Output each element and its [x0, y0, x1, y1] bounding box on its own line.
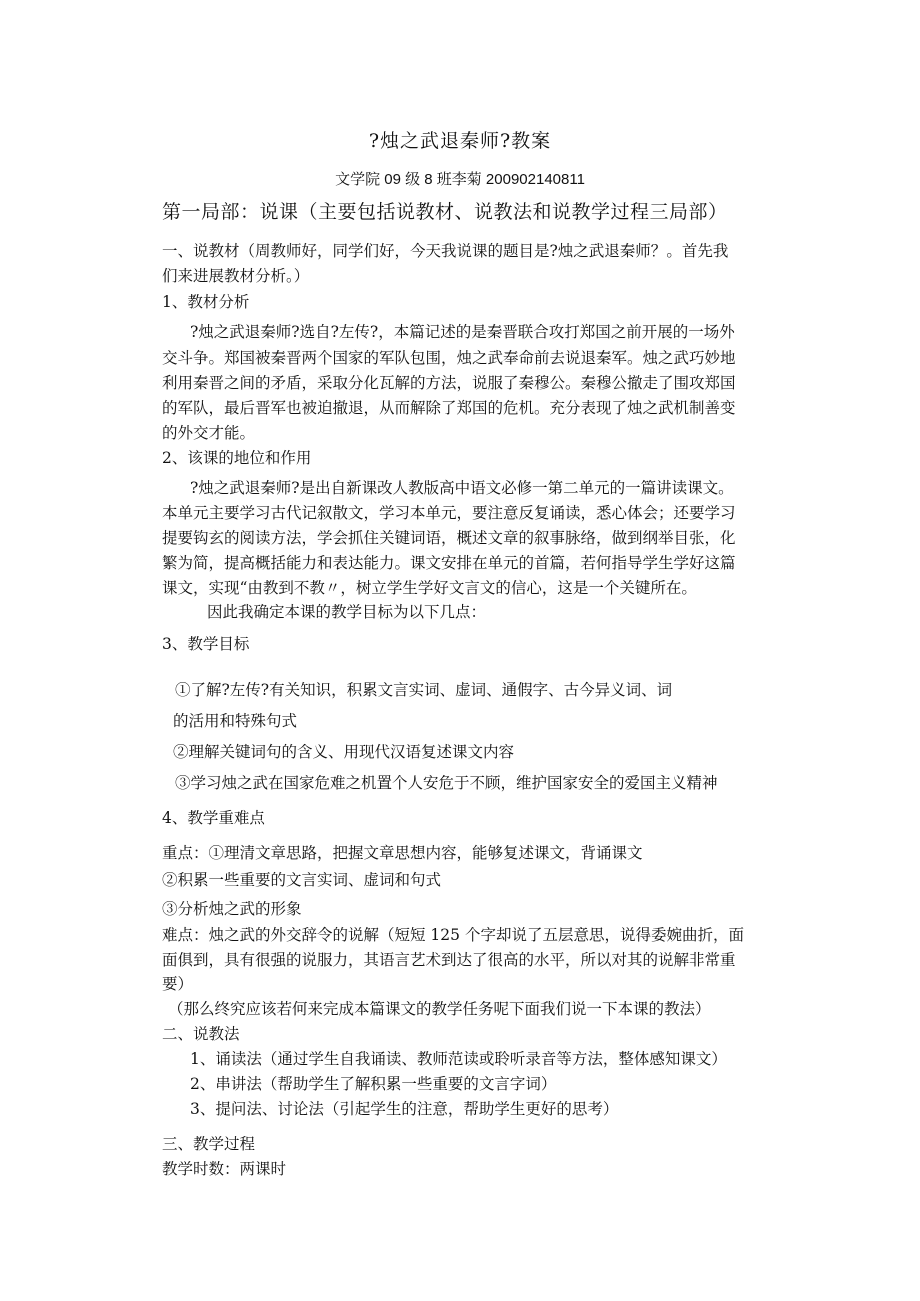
sec1-heading-line1: 一、说教材（周教师好，同学们好，今天我说课的题目是?烛之武退秦师？。首先我: [162, 242, 729, 260]
sub1-para-line2: 交斗争。郑国被秦晋两个国家的军队包围，烛之武奉命前去说退秦军。烛之武巧妙地: [162, 349, 736, 367]
sub1-para-line5: 的外交才能。: [162, 424, 256, 442]
sub4-heading: 4、教学重难点: [162, 809, 265, 827]
document-title: ?烛之武退秦师?教案: [368, 130, 552, 152]
sub2-para-line1: ?烛之武退秦师?是出自新课改人教版高中语文必修一第二单元的一篇讲读课文。: [190, 479, 734, 497]
goal1-line1: ①了解?左传?有关知识，积累文言实词、虚词、通假字、古今异义词、词: [175, 681, 673, 699]
difficulty-line1: 难点：烛之武的外交辞令的说解（短短 125 个字却说了五层意思，说得委婉曲折，面: [162, 926, 744, 944]
teaching-hours: 教学时数：两课时: [162, 1160, 287, 1178]
sub2-para-line4: 繁为简，提高概括能力和表达能力。课文安排在单元的首篇，若何指导学生学好这篇: [162, 554, 736, 572]
part1-heading: 第一局部：说课（主要包括说教材、说教法和说教学过程三局部）: [162, 201, 728, 223]
method-1: 1、诵读法（通过学生自我诵读、教师范读或聆听录音等方法，整体感知课文）: [190, 1050, 727, 1068]
author-line: 文学院 09 级 8 班李菊 200902140811: [335, 171, 585, 188]
sub2-para-line3: 提要钩玄的阅读方法，学会抓住关键词语，概述文章的叙事脉络，做到纲举目张，化: [162, 529, 736, 547]
sub2-para-line6: 因此我确定本课的教学目标为以下几点：: [207, 603, 487, 621]
sub1-para-line1: ?烛之武退秦师?选自?左传?，本篇记述的是秦晋联合攻打郑国之前开展的一场外: [190, 323, 735, 341]
method-2: 2、串讲法（帮助学生了解积累一些重要的文言字词）: [190, 1075, 557, 1093]
key-point-2: ②积累一些重要的文言实词、虚词和句式: [162, 871, 442, 889]
key-point-1: 重点：①理清文章思路，把握文章思想内容，能够复述课文，背诵课文: [162, 844, 643, 862]
method-3: 3、提问法、讨论法（引起学生的注意，帮助学生更好的思考）: [190, 1100, 619, 1118]
sub1-heading: 1、教材分析: [162, 293, 250, 311]
sec3-heading: 三、教学过程: [162, 1135, 256, 1153]
sec1-heading-line2: 们来进展教材分析。）: [162, 267, 310, 285]
transition-note: （那么终究应该若何来完成本篇课文的教学任务呢下面我们说一下本课的教法）: [168, 1000, 711, 1018]
difficulty-line3: 要）: [162, 975, 194, 993]
sub2-para-line2: 本单元主要学习古代记叙散文，学习本单元，要注意反复诵读，悉心体会；还要学习: [162, 504, 736, 522]
goal3: ③学习烛之武在国家危难之机置个人安危于不顾，维护国家安全的爱国主义精神: [175, 774, 718, 792]
sub1-para-line3: 利用秦晋之间的矛盾，采取分化瓦解的方法，说服了秦穆公。秦穆公撤走了围攻郑国: [162, 374, 736, 392]
goal2: ②理解关键词句的含义、用现代汉语复述课文内容: [173, 743, 515, 761]
sub2-para-line5: 课文，实现“由教到不教〃，树立学生学好文言文的信心，这是一个关键所在。: [162, 579, 697, 597]
key-point-3: ③分析烛之武的形象: [162, 900, 302, 918]
goal1-line2: 的活用和特殊句式: [173, 712, 298, 730]
difficulty-line2: 面俱到，具有很强的说服力，其语言艺术到达了很高的水平，所以对其的说解非常重: [162, 951, 736, 969]
sub3-heading: 3、教学目标: [162, 635, 250, 653]
sub2-heading: 2、该课的地位和作用: [162, 449, 312, 467]
sub1-para-line4: 的军队，最后晋军也被迫撤退，从而解除了郑国的危机。充分表现了烛之武机制善变: [162, 399, 736, 417]
sec2-heading: 二、说教法: [162, 1025, 240, 1043]
